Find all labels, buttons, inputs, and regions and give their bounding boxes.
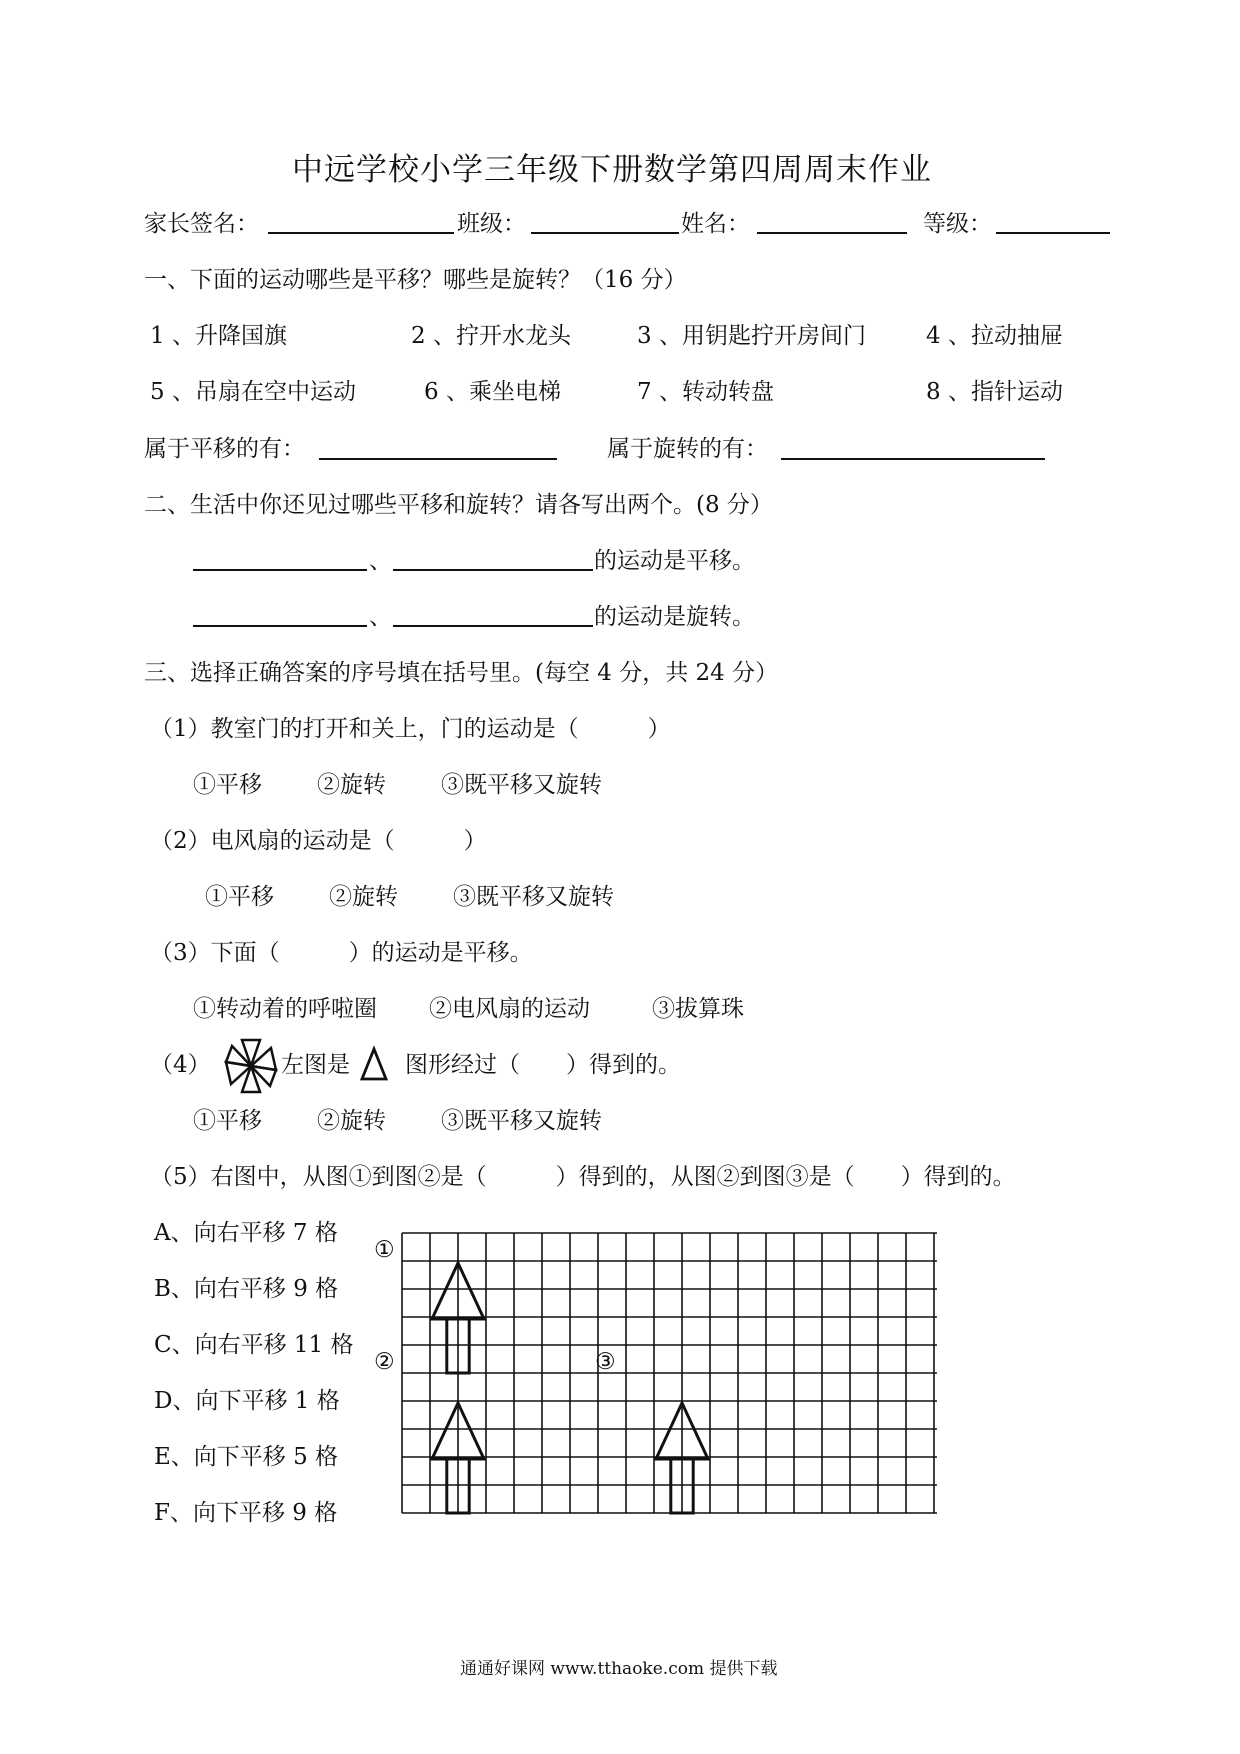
rotation-answer-field[interactable] <box>781 458 1045 460</box>
choice: A、向右平移 7 格 <box>154 1220 338 1246</box>
question-2: （2）电风扇的运动是（ ） <box>150 828 487 854</box>
option: ②电风扇的运动 <box>429 996 590 1022</box>
translation-line-end: 的运动是平移。 <box>594 548 755 574</box>
translation-answer-field[interactable] <box>319 458 557 460</box>
pinwheel-figure <box>222 1036 280 1096</box>
question-5: （5）右图中，从图①到图②是（ ）得到的，从图②到图③是（ ）得到的。 <box>150 1164 1016 1190</box>
name-field[interactable] <box>757 232 907 234</box>
grade-field[interactable] <box>996 232 1110 234</box>
section-2-heading: 二、生活中你还见过哪些平移和旋转？请各写出两个。(8 分） <box>144 492 773 518</box>
option: ③既平移又旋转 <box>453 884 614 910</box>
class-field[interactable] <box>531 232 679 234</box>
option: ③拔算珠 <box>652 996 744 1022</box>
option: ①转动着的呼啦圈 <box>193 996 377 1022</box>
list-item: 2 、拧开水龙头 <box>411 323 571 349</box>
rotation-line-end: 的运动是旋转。 <box>594 604 755 630</box>
choice: D、向下平移 1 格 <box>154 1388 340 1414</box>
choice: E、向下平移 5 格 <box>154 1444 339 1470</box>
list-item: 3 、用钥匙拧开房间门 <box>637 323 866 349</box>
name-label: 姓名： <box>681 211 750 237</box>
translation-example-1-field[interactable] <box>193 569 367 571</box>
rotation-example-1-field[interactable] <box>193 625 367 627</box>
rotation-example-2-field[interactable] <box>393 625 593 627</box>
option: ①平移 <box>193 1108 262 1134</box>
option: ①平移 <box>205 884 274 910</box>
separator: 、 <box>369 604 392 630</box>
footer-text: 通通好课网 www.tthaoke.com 提供下载 <box>460 1659 778 1679</box>
grid-label-1: ① <box>374 1237 395 1263</box>
section-1-heading: 一、下面的运动哪些是平移？哪些是旋转？（16 分） <box>144 267 687 293</box>
question-4-prefix: （4） <box>150 1052 211 1078</box>
list-item: 6 、乘坐电梯 <box>424 379 561 405</box>
translation-grid-figure <box>400 1230 980 1540</box>
list-item: 1 、升降国旗 <box>150 323 287 349</box>
parent-signature-field[interactable] <box>268 232 454 234</box>
choice: B、向右平移 9 格 <box>154 1276 339 1302</box>
option: ②旋转 <box>329 884 398 910</box>
translation-example-2-field[interactable] <box>393 569 593 571</box>
parent-signature-label: 家长签名： <box>144 211 259 237</box>
list-item: 4 、拉动抽屉 <box>926 323 1063 349</box>
question-1: （1）教室门的打开和关上，门的运动是（ ） <box>150 716 671 742</box>
triangle-figure <box>360 1046 388 1082</box>
separator: 、 <box>369 548 392 574</box>
section-3-heading: 三、选择正确答案的序号填在括号里。(每空 4 分，共 24 分） <box>144 660 779 686</box>
option: ③既平移又旋转 <box>441 1108 602 1134</box>
page-title: 中远学校小学三年级下册数学第四周周末作业 <box>292 152 932 188</box>
class-label: 班级： <box>457 211 526 237</box>
choice: C、向右平移 11 格 <box>154 1332 354 1358</box>
option: ①平移 <box>193 772 262 798</box>
list-item: 7 、转动转盘 <box>637 379 774 405</box>
choice: F、向下平移 9 格 <box>154 1500 338 1526</box>
question-4-suffix: 图形经过（ ）得到的。 <box>405 1052 681 1078</box>
rotation-answer-label: 属于旋转的有： <box>607 436 768 462</box>
grid-label-3: ③ <box>595 1349 616 1375</box>
list-item: 8 、指针运动 <box>926 379 1063 405</box>
translation-answer-label: 属于平移的有： <box>144 436 305 462</box>
option: ②旋转 <box>317 1108 386 1134</box>
question-3: （3）下面（ ）的运动是平移。 <box>150 940 533 966</box>
grid-label-2: ② <box>374 1349 395 1375</box>
list-item: 5 、吊扇在空中运动 <box>150 379 356 405</box>
question-4-mid: 左图是 <box>281 1052 350 1078</box>
grade-label: 等级： <box>923 211 992 237</box>
option: ③既平移又旋转 <box>441 772 602 798</box>
option: ②旋转 <box>317 772 386 798</box>
